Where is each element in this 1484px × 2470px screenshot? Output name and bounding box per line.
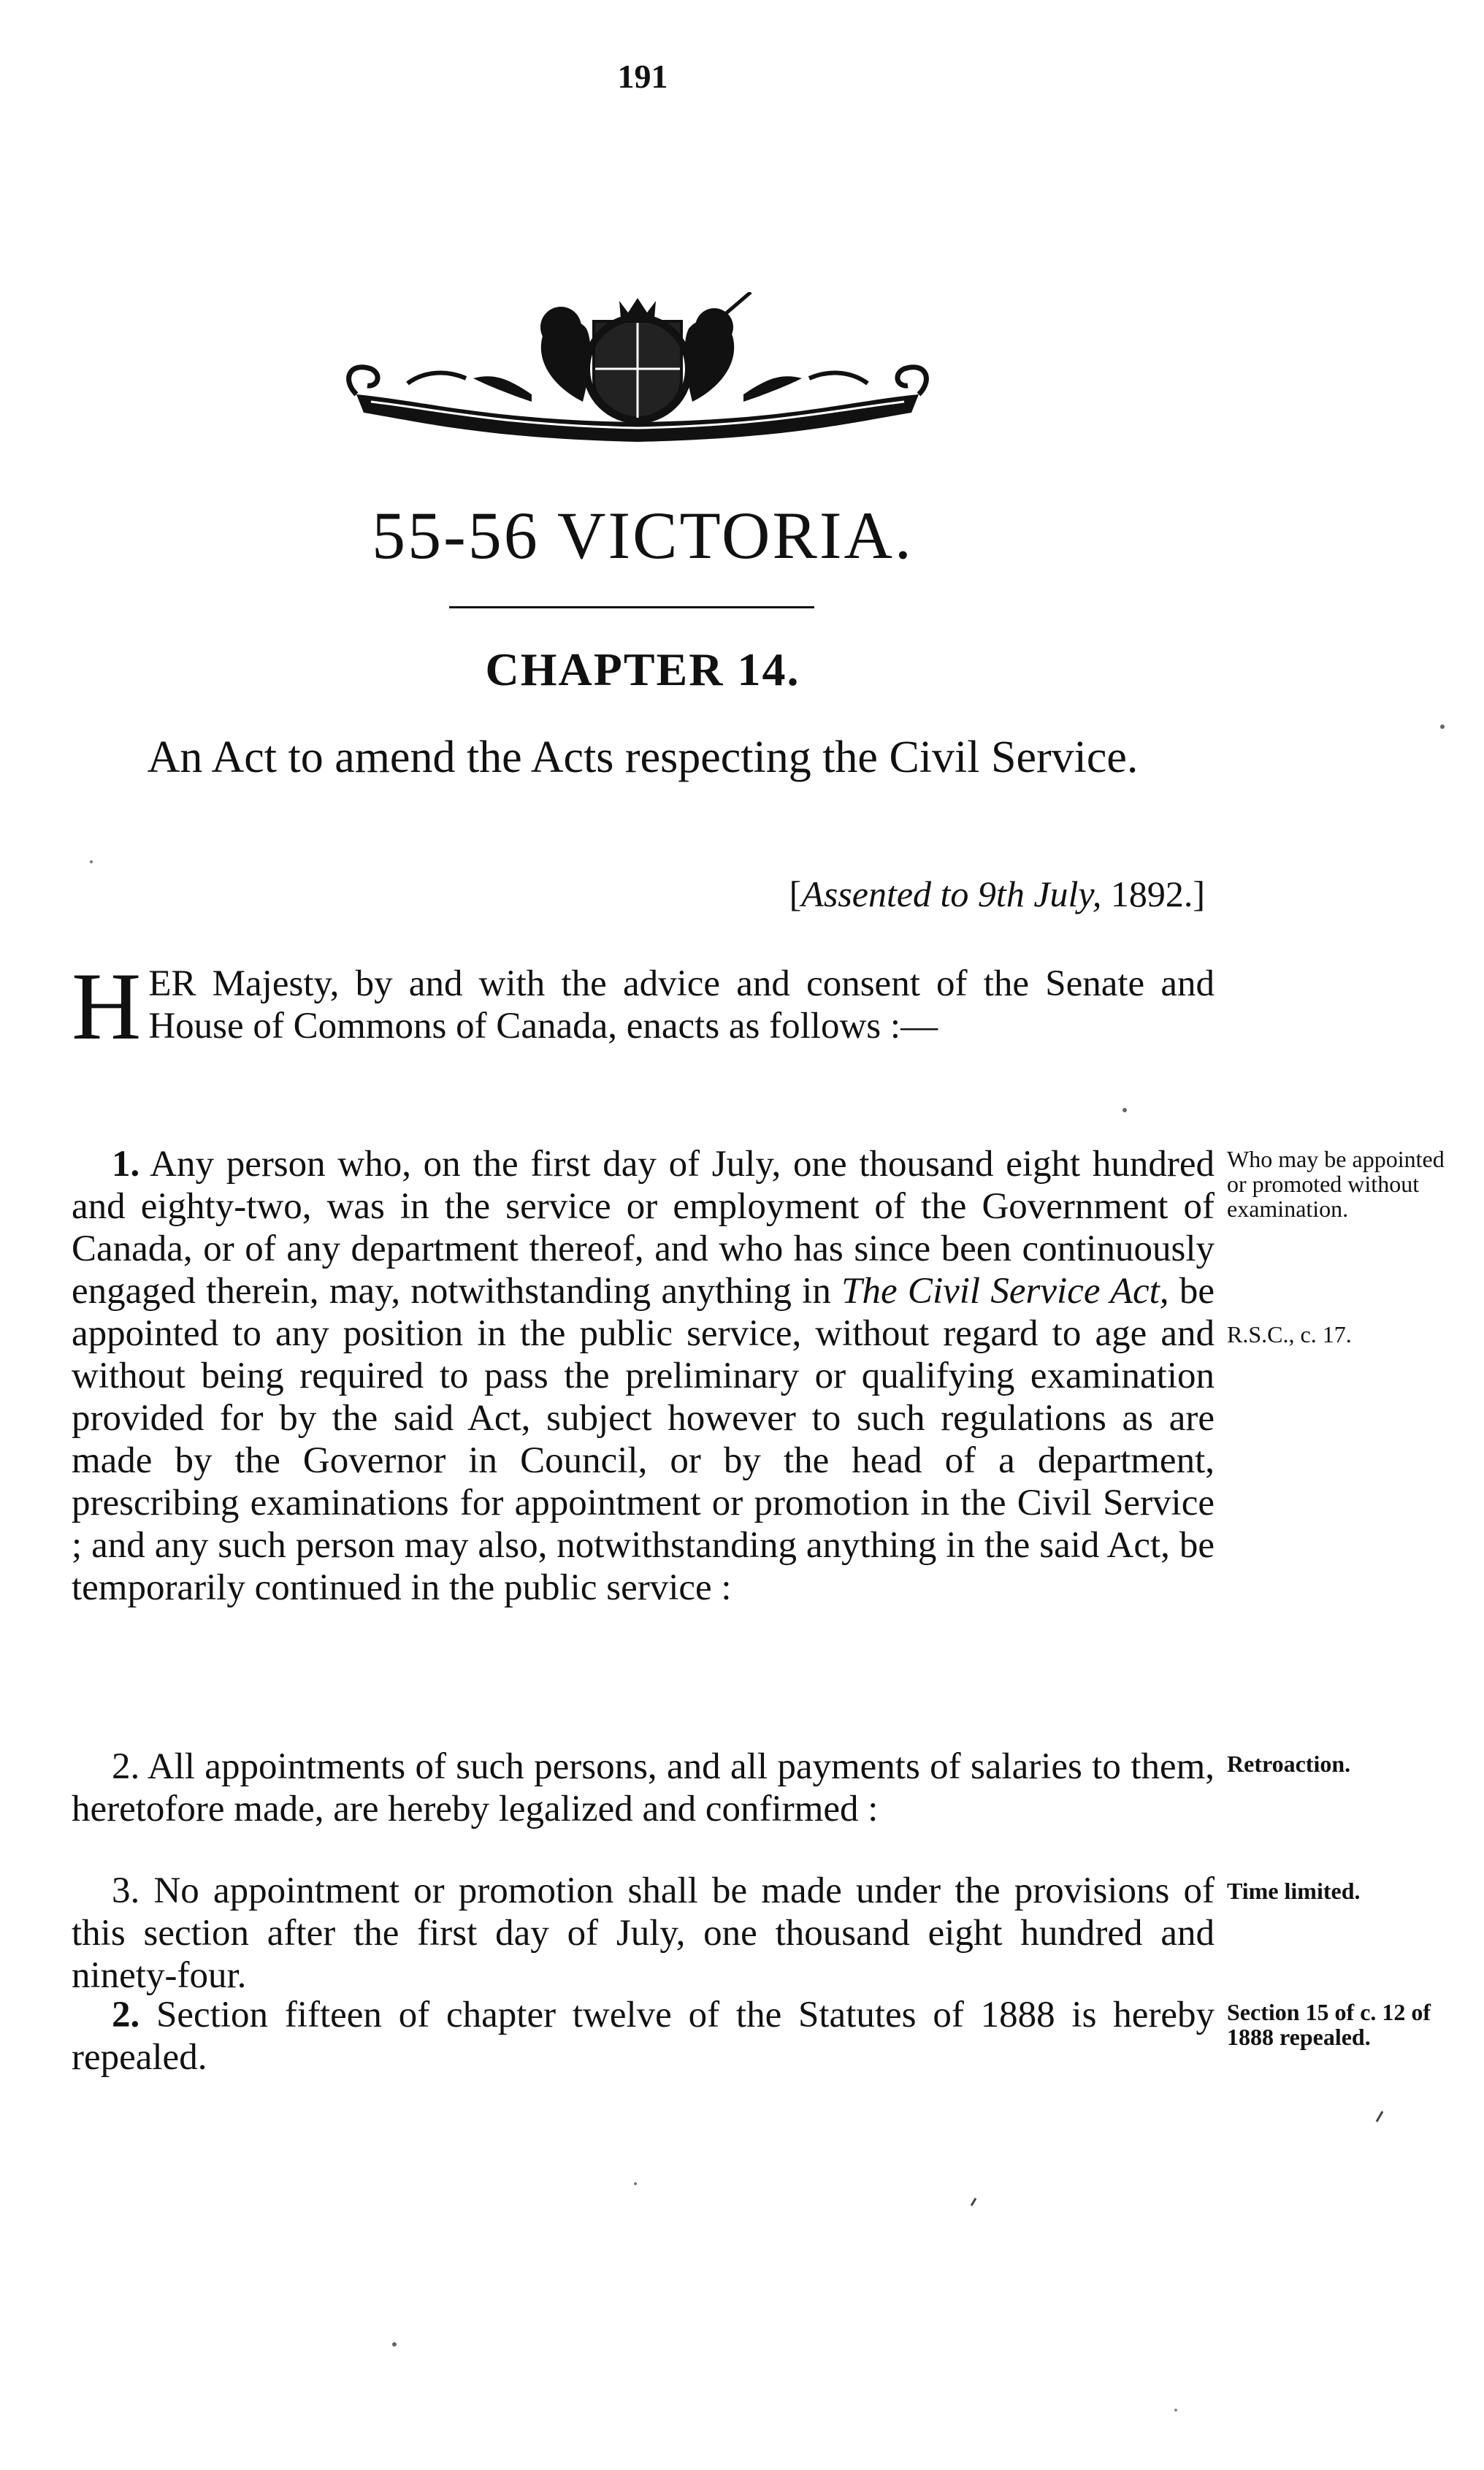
section-2-paragraph — [72, 1994, 1215, 2079]
margin-note-who-may-be-appointed: Who may be appointed or promoted without examination. — [1227, 1146, 1445, 1222]
page-number: 191 — [617, 58, 668, 95]
section-1-number: 1. — [112, 1144, 140, 1185]
section-1-text-a: Any person who, on the first day of July, one thousand eight hundred and eighty-two, was in the service or employment of the Government of Canada, or of any department thereof, and who has since been continuously engaged therein, may, notwithstanding anything in — [72, 1144, 1215, 1312]
act-long-title: An Act to amend the Acts respecting the Civil Service. — [147, 733, 1139, 782]
section-1-subsection-3 — [72, 1870, 1215, 1997]
section-1 — [72, 1143, 1215, 1609]
subsection-3-text: 3. No appointment or promotion shall be made under the provisions of this section after the first day of July, one thousand eight hundred and ninety-four. — [72, 1870, 1215, 1996]
civil-service-act-reference: The Civil Service Act, — [841, 1271, 1169, 1312]
enacting-text: ER Majesty, by and with the advice and consent of the Senate and House of Commons of Canada, enacts as follows :— — [148, 963, 1215, 1047]
section-2-number: 2. — [112, 1995, 140, 2035]
margin-note-retroaction: Retroaction. — [1227, 1751, 1351, 1777]
assent-year: 1892.] — [1101, 873, 1205, 914]
assent-line — [650, 873, 1205, 915]
assent-bracket: [ — [789, 873, 802, 914]
royal-coat-of-arms-icon — [342, 292, 933, 446]
margin-note-time-limited: Time limited. — [1227, 1878, 1361, 1904]
margin-note-rsc-citation: R.S.C., c. 17. — [1227, 1321, 1352, 1347]
drop-cap: H — [72, 952, 142, 1060]
regnal-year-heading: 55-56 VICTORIA. — [372, 498, 914, 573]
section-1-subsection-2 — [72, 1746, 1215, 1830]
section-1-paragraph — [72, 1143, 1215, 1609]
margin-note-section-repealed: Section 15 of c. 12 of 1888 repealed. — [1227, 1999, 1431, 2050]
section-2-text: Section fifteen of chapter twelve of the Statutes of 1888 is hereby repealed. — [72, 1995, 1215, 2078]
chapter-heading: CHAPTER 14. — [485, 643, 800, 695]
title-rule — [449, 606, 814, 608]
section-1-text-b: be appointed to any position in the public service, without regard to age and without being required to pass the preliminary or qualifying examination provided for by the said Act, subject however to such regulations as are made by the Governor in Council, or by the head of a department, prescribing examinations for appointment or promotion in the Civil Service ; and any such person may also, notwithstanding anything in the said Act, be temporarily continued in the public service : — [72, 1271, 1215, 1608]
assent-text: Assented to 9th July, — [801, 873, 1102, 914]
subsection-2-text: 2. All appointments of such persons, and all payments of salaries to them, heretofore made, are hereby legalized and confirmed : — [72, 1746, 1215, 1829]
enacting-clause — [72, 952, 1215, 1060]
section-2 — [72, 1994, 1215, 2079]
